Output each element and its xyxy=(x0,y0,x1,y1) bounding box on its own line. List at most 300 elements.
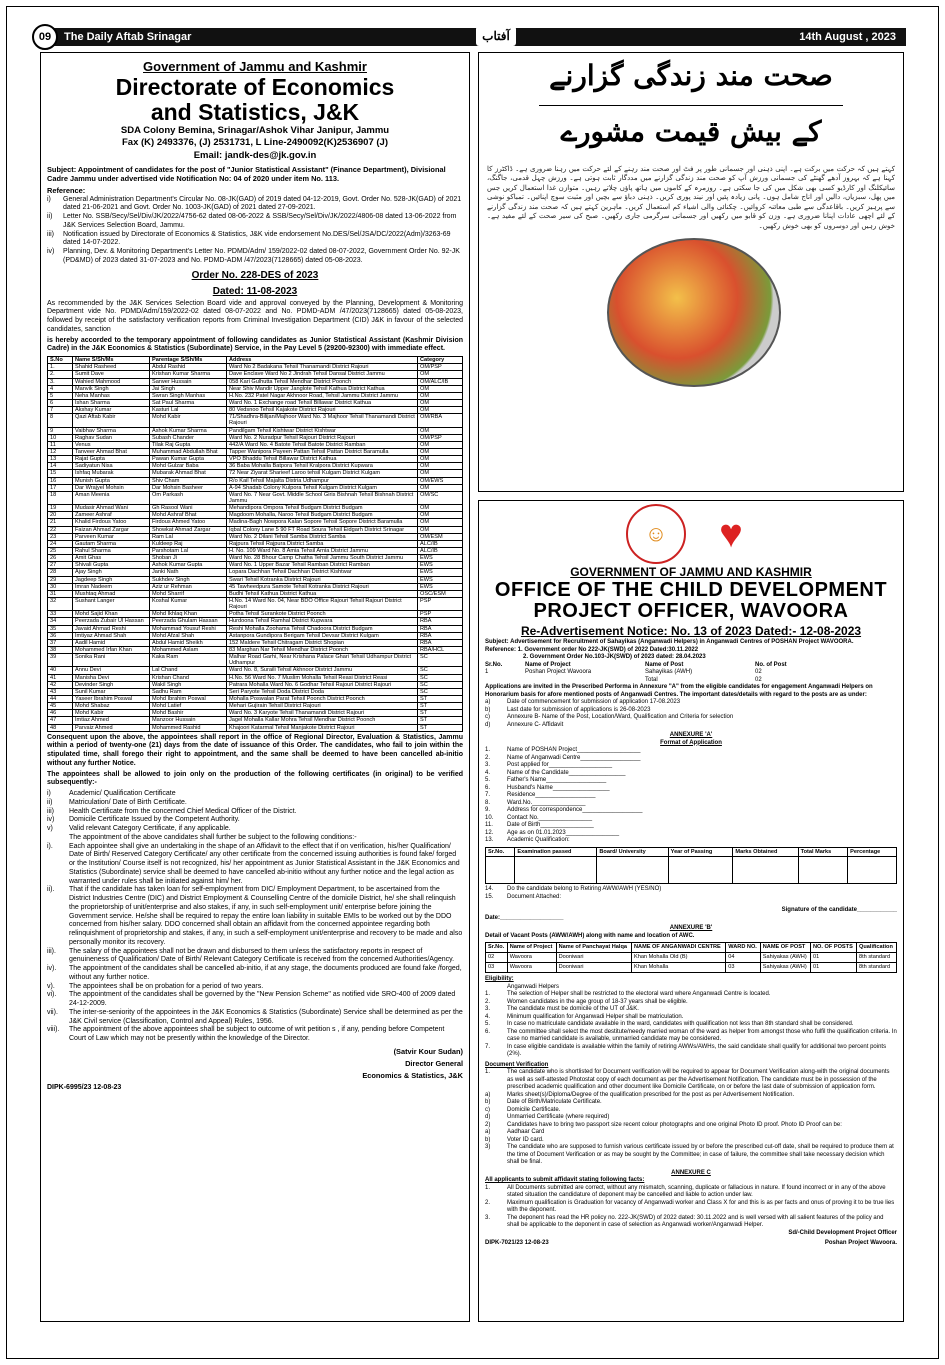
table-cell: Showkat Ahmad Zargar xyxy=(150,526,227,533)
table-row xyxy=(48,371,463,378)
table-cell: SC xyxy=(418,667,463,674)
table-row xyxy=(48,625,463,632)
table-cell: 39 xyxy=(48,654,73,667)
cdpo-title-line1: OFFICE OF THE CHILD DEVELOPMENT xyxy=(494,579,888,601)
list-item: 6. The committee shall select the most destitute/needy married woman of the ward as helper from amongst those who fulfil the qualification criteria. In case no married candidate is available, unmarried candidate may be considered. xyxy=(485,1028,897,1043)
annexure-a-heading: ANNEXURE 'A' xyxy=(669,732,713,738)
table-cell: Mohd Gulzar Baba xyxy=(150,463,227,470)
table-cell: 42 xyxy=(48,681,73,688)
table-cell: Swari Tehsil Kotranka District Rajouri xyxy=(227,576,418,583)
table-cell: Mushtaq Ahmad xyxy=(73,590,150,597)
table-cell: Gautam Sharma xyxy=(73,540,150,547)
list-item: 2. Maximum qualification is Graduation for vacancy of Anganwadi worker and Class X for and this is as per facts and onus of proving it to be true lies with the deponent. xyxy=(485,1199,895,1214)
table-cell: Rahul Sharma xyxy=(73,547,150,554)
date-line: Date:___________________ xyxy=(485,914,564,921)
table-cell: Sarwer Hussain xyxy=(150,378,227,385)
table-cell: RBA/HCL xyxy=(418,646,463,653)
table-cell: H. No. 109 Ward No. 8 Amia Tehsil Arnia District Jammu xyxy=(227,547,418,554)
table-cell: R/o Kail Tehsil Majalta Distria Udhampur xyxy=(227,477,418,484)
table-cell: Ward No. 2 Nuradpur Tehsil Rajouri District Rajouri xyxy=(227,434,418,441)
table-row xyxy=(48,703,463,710)
table-cell: Ward No. 3 Karyote Tehsil Thanamandi District Rajouri xyxy=(227,710,418,717)
table-cell: Rajat Gupta xyxy=(73,456,150,463)
table-cell: Kasturi Lal xyxy=(150,407,227,414)
table-cell: Manisha Devi xyxy=(73,674,150,681)
table-cell: ST xyxy=(418,710,463,717)
table-row xyxy=(48,639,463,646)
table-row xyxy=(48,477,463,484)
table-cell: OM xyxy=(418,385,463,392)
table-cell: 12 xyxy=(48,449,73,456)
table-cell: 36 xyxy=(48,632,73,639)
table-cell: 9 xyxy=(48,427,73,434)
table-cell: Parveen Kumar xyxy=(73,533,150,540)
table-row xyxy=(48,681,463,688)
cdpo-dipk-number: DIPK-7021/23 12-08-23 xyxy=(485,1240,549,1247)
table-cell: Aziz ur Rehman xyxy=(150,583,227,590)
table-row xyxy=(48,562,463,569)
table-cell: Astanpora Gundipora Berigam Tehsil Devsar District Kulgam xyxy=(227,632,418,639)
cdpo-advertisement xyxy=(478,500,904,1322)
table-cell: 80 Vedsnoo Tehsil Kajakote District Rajouri xyxy=(227,407,418,414)
table-cell: 22 xyxy=(48,526,73,533)
table-cell: Shiv Cham xyxy=(150,477,227,484)
application-field: 14. Do the candidate belong to Retiring AWW/AWH (YES/NO) xyxy=(485,886,662,893)
table-row xyxy=(48,526,463,533)
table-row xyxy=(48,555,463,562)
table-cell: Swran Singh Manhas xyxy=(150,392,227,399)
table-cell: Ram Lal xyxy=(150,533,227,540)
table-cell: 152 Maldere Tehsil Chitragam District Shopian xyxy=(227,639,418,646)
certificate-item: v) Valid relevant Category Certificate, if any applicable. xyxy=(47,825,231,833)
table-cell: Vaibhav Sharma xyxy=(73,427,150,434)
health-article xyxy=(478,52,904,492)
date-item: b) Last date for submission of applications is 26-08-2023 xyxy=(485,706,651,713)
table-cell: 1. xyxy=(48,364,73,371)
table-cell: 35 xyxy=(48,625,73,632)
affidavit-heading: All applicants to submit affidavit stating following facts: xyxy=(485,1177,645,1184)
reference-item: i) General Administration Department's Circular No. 08-JK(GAD) of 2019 dated 04-12-2019, Govt. Order No. 528-JK(GAD) of 2021 dated 21-06-2021 and Govt. Order No. 1003-JK(GAD) of 2021 dated 27-09-2021. xyxy=(47,195,462,212)
list-item: 13. Academic Qualification: xyxy=(485,837,570,843)
table-cell: Sushant Langer xyxy=(73,597,150,610)
table-cell: OM xyxy=(418,456,463,463)
list-item: 5. Father's Name__________________ xyxy=(485,777,607,783)
table-cell: 40 xyxy=(48,667,73,674)
table-cell: 11 xyxy=(48,441,73,448)
list-item: 11. Date of Birth________________ xyxy=(485,822,594,828)
table-cell: EWS xyxy=(418,562,463,569)
table-row xyxy=(48,540,463,547)
table-cell: Wakil Singh xyxy=(150,681,227,688)
list-item: 7. In case eligible candidate is available within the family of retiring AWWs/AWHs, the said candidate shall qualify for additional two percent points (2%). xyxy=(485,1043,887,1058)
table-row xyxy=(48,717,463,724)
table-cell: Javaid Ahmad Reshi xyxy=(73,625,150,632)
posts-row: 1 Poshan Project Wavoora Sahayikas (AWH) 02 xyxy=(485,669,762,675)
table-cell: OM xyxy=(418,526,463,533)
table-cell: Patrara Mohalla Ward No. 6 Godhar Tehsil Rajouri District Rajouri xyxy=(227,681,418,688)
col-header: Category xyxy=(418,357,463,364)
table-cell: 48 xyxy=(48,724,73,731)
table-cell: Qazi Aftab Kabir xyxy=(73,414,150,427)
document-verification-heading: Document Verification xyxy=(485,1061,549,1068)
cdpo-notice-number: Re-Advertisement Notice: No. 13 of 2023 Dated:- 12-08-2023 xyxy=(520,624,862,638)
table-cell: Yaseer Ibrahim Poswal xyxy=(73,695,150,702)
table-cell: PSP xyxy=(418,597,463,610)
table-cell: Shivali Gupta xyxy=(73,562,150,569)
table-cell: Mohd Sajid Khan xyxy=(73,611,150,618)
table-row xyxy=(48,688,463,695)
application-fields xyxy=(485,747,897,845)
table-cell: Potha Tehsil Surankote District Poonch xyxy=(227,611,418,618)
des-reference-label: Reference: xyxy=(47,186,86,196)
table-cell: OM xyxy=(418,463,463,470)
table-cell: 17 xyxy=(48,484,73,491)
table-cell: Venus xyxy=(73,441,150,448)
list-item: 2. Name of Anganwadi Centre__________________ xyxy=(485,754,641,761)
table-cell: Mohammed Aslam xyxy=(150,646,227,653)
table-cell: Neha Manhas xyxy=(73,392,150,399)
table-cell: OM xyxy=(418,371,463,378)
table-cell: Janki Nath xyxy=(150,569,227,576)
vacancy-table xyxy=(485,942,897,973)
list-item: 4. Name of the Candidate_________________ xyxy=(485,769,626,776)
cdpo-reference: Reference: 1. Government order No 222-JK(SWD) of 2022 Dated:30.11.2022 xyxy=(485,646,699,653)
des-address: SDA Colony Bemina, Srinagar/Ashok Vihar Janipur, Jammu xyxy=(120,124,390,136)
posts-total-row: Total 02 xyxy=(645,676,762,683)
table-cell: 058 Kari Gulhutta Tehsil Mendhar District Poonch xyxy=(227,378,418,385)
qualification-table xyxy=(485,847,897,885)
health-title-line1: صحت مند زندگی گزارنے xyxy=(549,59,833,92)
healthy-food-image xyxy=(607,238,781,387)
table-cell: ST xyxy=(418,703,463,710)
table-cell: Near Shiv Mandir Upper Janglote Tehsil Kathua District Kathua xyxy=(227,385,418,392)
table-cell: Krishan Kumar Sharma xyxy=(150,371,227,378)
table-cell: Ward No. 2 Dilani Tehsil Samba District Samba xyxy=(227,533,418,540)
table-cell: SC xyxy=(418,674,463,681)
table-cell: OM xyxy=(418,519,463,526)
table-row xyxy=(48,597,463,610)
table-cell: Mohalla Poswalan Parat Tehsil Poonch District Poonch xyxy=(227,695,418,702)
cdpo-subject: Subject: Advertisement for Recruitment of Sahayikas (Anganwadi Helpers) in Anganwadi Centres of POSHAN Project WAVOORA. xyxy=(485,639,854,645)
table-cell: OM/SC xyxy=(418,491,463,504)
table-cell: Imtiaz Ahmed xyxy=(73,717,150,724)
table-cell: Pawan Kumar Gupta xyxy=(150,456,227,463)
list-item: 9. Address for correspondence__________________ xyxy=(485,807,643,813)
table-cell: Gh Rasool Wani xyxy=(150,505,227,512)
eligibility-sub: Anganwadi Helpers xyxy=(507,983,560,990)
table-cell: Devinder Singh xyxy=(73,681,150,688)
table-row xyxy=(48,590,463,597)
table-cell: Imran Nadeem xyxy=(73,583,150,590)
des-appointment-order xyxy=(40,52,470,1322)
condition-item: i). Each appointee shall give an undertaking in the shape of an Affidavit to the effect that if on verification, his/her Qualification/ Date of Birth/ Reserved Category Certificate/ any other certificate from the concerned issuing authorities is found fake/ forged or the Institution/ Course itself is not recognized, his/ her appointment as Junior Statistical Assistant in the J&K Economics and Statistics (Subordinate) service shall be deemed to have cancelled ab-initio without any further notice and the legal action as warranted under rules shall be initiated against him/ her. xyxy=(47,842,460,885)
table-cell: Sadhu Ram xyxy=(150,688,227,695)
table-cell: 34 xyxy=(48,618,73,625)
col-header: Parentage S/Sh/Ms xyxy=(150,357,227,364)
table-cell: 4 xyxy=(48,385,73,392)
condition-item: iii). The salary of the appointees shall not be drawn and disbursed to them unless the satisfactory reports in respect of genuineness of Qualification/ Date of Birth/ Relevant Category Certificate is received from the concerned Authorities/Agency. xyxy=(47,947,455,964)
table-cell: Kaka Ram xyxy=(150,654,227,667)
table-cell: ST xyxy=(418,695,463,702)
table-cell: 36 Baba Mohalla Batpora Tehsil Kralpora District Kupwara xyxy=(227,463,418,470)
table-cell: 27 xyxy=(48,562,73,569)
table-cell: 16 xyxy=(48,477,73,484)
table-row xyxy=(48,505,463,512)
des-fax: Fax (K) 2493376, (J) 2531731, L Line-2490092(K)2536907 (J) xyxy=(122,137,388,149)
table-cell: 43 xyxy=(48,688,73,695)
table-cell: Dar Mohsin Basheer xyxy=(150,484,227,491)
table-cell: 83 Marghan Nar Tehsil Mendhar District Poonch xyxy=(227,646,418,653)
table-cell: Peerzada Zubair Ul Hassan xyxy=(73,618,150,625)
table-cell: Parshotam Lal xyxy=(150,547,227,554)
table-cell: Sunil Kumar xyxy=(73,688,150,695)
table-row xyxy=(48,576,463,583)
table-row xyxy=(48,695,463,702)
table-cell: 8 xyxy=(48,414,73,427)
table-row xyxy=(48,512,463,519)
table-row: 02 Wavoora Dooniwari Khan Mohalla Old (B) 04 Sahiyakas (AWH) 01 8th standard xyxy=(486,953,897,963)
table-cell: H.No. 56 Ward No. 7 Muslim Mohalla Tehsil Reasi District Reasi xyxy=(227,674,418,681)
table-cell: Madina-Bagh Nowpora Kalan Sopore Tehsil Sopore District Baramulla xyxy=(227,519,418,526)
table-cell: Lopara Dachhan Tehsil Dachhan District Kishtwar xyxy=(227,569,418,576)
des-paragraph: As recommended by the J&K Services Selection Board vide and approval conveyed by the Planning, Development & Monitoring Department vide No. PDMD/Adm/159/2022-02 dated 08-07-2022 and No. PDMD-ADM /47/2023(7128665) dated 05-08-2023, followed by receipt of the satisfactory verification reports from Criminal Investigation Department (CID) J&K in favour of the selected candidates, sanction xyxy=(47,299,463,333)
health-article-body: کہتے ہیں کہ حرکت میں برکت ہے۔ اپنی ذہنی اور جسمانی طور پر فٹ اور صحت مند رہنے کے لئے حرکت میں رہنا ضروری ہے۔ ڈاکٹرز کا کہنا ہے کہ بہروز آدھے گھنٹے کی جسمانی ورزش آپ کو صحت مند زندگی گزارنے میں مددگار ثابت ہوتی ہے۔ ورزش چہل قدمی، جاگنگ، سائیکلنگ اور کارڈیو کسی بھی شکل میں کی جا سکتی ہے۔ روزمرہ کے کاموں میں ہاتھ پاؤں چلاتے رہیں۔ متوازن غذا استعمال کریں جس میں پھل، سبزیاں، دالیں اور اناج شامل ہوں۔ پانی زیادہ پئیں اور نیند پوری کریں۔ ذہنی دباؤ سے بچیں اور مثبت سوچ اپنائیں۔ تمباکو نوشی سے پرہیز کریں۔ باقاعدگی سے طبی معائنہ کروائیں۔ چکنائی والی اشیاء کم استعمال کریں۔ ماہرین کہتے ہیں کہ صحت مند زندگی گزارنے کے لئے اچھی عادات اپنانا ضروری ہے۔ وزن کو قابو میں رکھیں اور جسمانی سرگرمی جاری رکھیں۔ صبح کی سیر صحت کے لئے مفید ہے۔ خوش رہیں اور دوسروں کو بھی خوش رکھیں۔ xyxy=(487,165,895,230)
table-cell: EWS xyxy=(418,583,463,590)
list-item: 2) Candidates have to bring two passport size recent colour photographs and one original Photo ID proof. Photo ID Proof can be: xyxy=(485,1121,842,1128)
table-row xyxy=(48,491,463,504)
table-row xyxy=(48,400,463,407)
annexure-c-heading: ANNEXURE C xyxy=(671,1169,711,1176)
table-cell: 7 xyxy=(48,407,73,414)
table-cell: Magdoom Mohalla, Naroo Tehsil Budgam District Budgam xyxy=(227,512,418,519)
table-cell: Mohd Ashraf Bhat xyxy=(150,512,227,519)
table-cell: 33 xyxy=(48,611,73,618)
table-cell: Subash Chander xyxy=(150,434,227,441)
date-item: d) Annexure C- Affidavit xyxy=(485,721,564,728)
table-cell: OM xyxy=(418,449,463,456)
table-row xyxy=(48,632,463,639)
table-cell: 19 xyxy=(48,505,73,512)
table-cell: EWS xyxy=(418,555,463,562)
table-cell: Mohd Shabaz xyxy=(73,703,150,710)
col-header: Address xyxy=(227,357,418,364)
table-row xyxy=(48,724,463,731)
table-cell: 28 xyxy=(48,569,73,576)
condition-item: vii). The inter-se-seniority of the appointees in the J&K Economics & Statistics (Subordinate) Service shall be determined as per the J&K Civil service (Classification, Control and Appeal) Rules, 1956. xyxy=(47,1008,463,1025)
table-cell: H.No. 14 Ward No. 04, Near BDO Office Rajouri Tehsil Rajouri District Rajouri xyxy=(227,597,418,610)
table-row xyxy=(48,533,463,540)
table-row xyxy=(48,385,463,392)
appointees-table-body xyxy=(48,364,463,731)
table-cell: 45 xyxy=(48,703,73,710)
table-cell: Hurdoona Tehsil Ramhal District Kupwara xyxy=(227,618,418,625)
table-cell: Mohd Kabir xyxy=(73,710,150,717)
table-cell: 31 xyxy=(48,590,73,597)
des-email: Email: jandk-des@jk.gov.in xyxy=(193,149,317,161)
table-cell: 41 xyxy=(48,674,73,681)
issue-date: 14th August , 2023 xyxy=(799,31,896,43)
table-cell: Imtiyaz Ahmad Shah xyxy=(73,632,150,639)
condition-item: viii). The appointment of the above appointees shall be subject to outcome of writ petition s , if any, pending before Competent Court of Law which may not be presently within the knowledge of the Director. xyxy=(47,1026,445,1043)
table-cell: 2. xyxy=(48,371,73,378)
table-cell: Peerzada Ghulam Hassan xyxy=(150,618,227,625)
table-cell: ST xyxy=(418,717,463,724)
cdpo-government-heading: GOVERNMENT OF JAMMU AND KASHMIR xyxy=(570,565,812,579)
newspaper-name: The Daily Aftab Srinagar xyxy=(64,31,192,43)
list-item: 10. Contact No.________________ xyxy=(485,814,593,821)
table-cell: Ward No. 7 Near Govt. Middle School Giris Bishnah Tehsil Bishnah District Jammu xyxy=(227,491,418,504)
table-cell: Aadil Hamid xyxy=(73,639,150,646)
table-cell: 25 xyxy=(48,547,73,554)
table-row xyxy=(48,484,463,491)
table-cell: Zameer Ashraf xyxy=(73,512,150,519)
table-cell: Jai Singh xyxy=(150,385,227,392)
posts-header-row: Sr.No. Name of Project Name of Post No. of Post xyxy=(485,661,787,668)
table-cell: 10 xyxy=(48,434,73,441)
table-cell: Mohd Sharrif xyxy=(150,590,227,597)
table-cell: Krishan Chand xyxy=(150,674,227,681)
table-cell: 13 xyxy=(48,456,73,463)
condition-item: v). The appointees shall be on probation for a period of two years. xyxy=(47,982,264,990)
table-row xyxy=(48,611,463,618)
annexure-b-heading: ANNEXURE 'B' xyxy=(669,925,713,932)
table-cell: Budhi Tehsil Kathua District Kathua xyxy=(227,590,418,597)
certificate-item: i) Academic/ Qualification Certificate xyxy=(47,790,176,798)
list-item: d) Unmarried Certificate (where required) xyxy=(485,1114,610,1121)
table-cell: Sat Paul Sharma xyxy=(150,400,227,407)
table-cell: OM xyxy=(418,470,463,477)
signatory-dept: Economics & Statistics, J&K xyxy=(362,1071,463,1081)
table-cell: 6 xyxy=(48,400,73,407)
table-cell: OM/RBA xyxy=(418,414,463,427)
condition-item: ii). That if the candidate has taken loan for self-employment from DIC/ Employment Department, to be ascertained from the District Industries Centre (DIC) and District Employment & Counselling Centre of the domicile District, he/ she shall relinquish the proprietorship of unit/enterprise and also stakes, if any, in such self-employment unit/ enterprise before joining the Government service. He/she shall be required to repay the entire loan liability in suitable EMIs to be worked out by the DDO concerned from his/her salary. DDO concerned shall obtain an affidavit from the concerned appointee regarding both relinquishment of proprietorship and stakes, if any, in such a self-employment unit/enterprise and recovery to be made and also personally monitor its recovery. xyxy=(47,886,463,946)
table-cell: 18 xyxy=(48,491,73,504)
eligibility-heading: Eligibility: xyxy=(485,976,514,983)
table-cell: Abdul Hamid Sheikh xyxy=(150,639,227,646)
table-cell: OM xyxy=(418,407,463,414)
table-cell: Ward No. 1 Exchange road Tehsil Billawar District Kathua xyxy=(227,400,418,407)
table-cell: Sadiyatun Nisa xyxy=(73,463,150,470)
table-row xyxy=(48,378,463,385)
table-row xyxy=(48,407,463,414)
table-cell: OM xyxy=(418,427,463,434)
list-item: a) Marks sheet(s)/Diploma/Degree of the qualification prescribed for the post as per Advertisement Notification. xyxy=(485,1091,795,1098)
list-item: b) Date of Birth/Matriculate Certificate. xyxy=(485,1099,602,1106)
list-item: 2. Women candidates in the age group of 18-37 years shall be eligible. xyxy=(485,998,688,1005)
list-item: 3) The candidate who are supposed to furnish various certificate issued by or before the prescribed cut-off date, shall be required to produce them at the time of Document Verification or as may be sought by the Committee; in case of failure, the committee shall take necessary decision which shall be final. xyxy=(485,1144,894,1166)
table-cell: EWS xyxy=(418,576,463,583)
table-cell: Manzoor Hussain xyxy=(150,717,227,724)
cdpo-logos xyxy=(485,505,897,563)
list-item: 1. Name of POSHAN Project___________________ xyxy=(485,747,641,753)
candidate-signature: Signature of the candidate____________ xyxy=(781,907,897,914)
des-order-date: Dated: 11-08-2023 xyxy=(212,285,298,297)
table-cell: Mehari Gujirain Tehsil District Rajouri xyxy=(227,703,418,710)
table-cell: 442/A Ward No. 4 Batote Tehsil Batote District Ramban xyxy=(227,441,418,448)
table-cell: H.No. 232 Patel Nagar Akhnoor Road, Tehsil Jammu District Jammu xyxy=(227,392,418,399)
affidavit-list xyxy=(485,1185,897,1230)
table-cell: 20 xyxy=(48,512,73,519)
table-cell: OM xyxy=(418,400,463,407)
des-subject: Subject: Appointment of candidates for the post of "Junior Statistical Assistant" (Finance Department), Divisional Cadre Jammu under advertised vide Notification No: 04 of 2020 under item No. 113. xyxy=(47,164,446,184)
table-cell: Mohammed Rashid xyxy=(150,724,227,731)
table-cell: Mohd Bashir xyxy=(150,710,227,717)
table-cell: Kuldeep Raj xyxy=(150,540,227,547)
eligibility-list xyxy=(485,991,897,1059)
table-row xyxy=(48,618,463,625)
table-cell: Parvaiz Ahmed xyxy=(73,724,150,731)
table-cell: Koshal Kumar xyxy=(150,597,227,610)
table-cell: Ishfaq Mubarak xyxy=(73,470,150,477)
table-cell: Pandilgam Tehsil Kishtwar District Kishtwar xyxy=(227,427,418,434)
table-header-row: Sr.No. Examination passed Board/ University Year of Passing Marks Obtained Total Marks Percentage xyxy=(486,847,897,857)
table-row xyxy=(48,667,463,674)
reference-item: iv) Planning, Dev. & Monitoring Department's Letter No. PDMD/Adm/ 159/2022-02 dated 08-07-2022, Government Order No. 92-JK (PD&MD) of 2023 dated 31-07-2023 and No. PDMD-ADM /47/2023(7128665) dated 05-08-2023. xyxy=(47,248,460,264)
table-cell: Ashok Kumar Gupta xyxy=(150,562,227,569)
table-cell: 15 xyxy=(48,470,73,477)
table-cell: Manvik Singh xyxy=(73,385,150,392)
table-cell: 46 xyxy=(48,710,73,717)
table-cell: 14 xyxy=(48,463,73,470)
table-header-row: Sr.No. Name of Project Name of Panchayat Halqa NAME OF ANGANWADI CENTRE WARD NO. NAME OF POST NO. OF POSTS Qualification xyxy=(486,943,897,953)
des-consequent: Consequent upon the above, the appointees shall report in the office of Regional Director, Evaluation & Statistics, Jammu within a period of twenty-one (21) days from the date of issuance of this Order. The candidates, who fail to join within the stipulated time, shall forego their right to appointment, and the same shall be deemed to have been cancelled ab-initio without any further Notice. xyxy=(47,733,463,767)
poshan-logo-icon: ☺ xyxy=(626,504,686,564)
list-item: 1. All Documents submitted are correct, without any mismatch, scanning, duplicate or fallacious in nature. If found incorrect or in any of the above stated situation the candidature of deponent may be cancelled and liable to action under law. xyxy=(485,1184,886,1199)
certificate-item: iv) Domicile Certificate Issued by the Competent Authority. xyxy=(47,816,240,824)
table-cell: Mohammed Irfan Khan xyxy=(73,646,150,653)
table-row xyxy=(48,364,463,371)
des-reference-list xyxy=(47,196,463,266)
table-cell: Tanveer Ahmad Bhat xyxy=(73,449,150,456)
table-cell: Khajoori Katarmal Tehsil Manjakote District Rajouri xyxy=(227,724,418,731)
des-title-line1: Directorate of Economics xyxy=(115,74,395,101)
table-cell: 3. xyxy=(48,378,73,385)
table-cell: Om Parkash xyxy=(150,491,227,504)
table-row xyxy=(48,427,463,434)
table-row xyxy=(48,569,463,576)
table-row xyxy=(48,674,463,681)
table-cell: SC xyxy=(418,681,463,688)
col-header: Name S/Sh/Ms xyxy=(73,357,150,364)
table-cell: OM/ESM xyxy=(418,533,463,540)
table-row xyxy=(48,441,463,448)
table-row xyxy=(48,547,463,554)
table-cell: EWS xyxy=(418,569,463,576)
table-cell: Aman Meenia xyxy=(73,491,150,504)
table-row xyxy=(48,583,463,590)
table-cell: PSP xyxy=(418,611,463,618)
table-cell: Seri Paryote Tehsil Doda District Doda xyxy=(227,688,418,695)
list-item: 1. The candidate who is shortlisted for Document verification will be required to appear for Document Verification along-with the original documents as well as self-attested Photostat copy of each document as per the Advertisement Notification. The candidate must be in possession of the prescribed academic qualification and other document like Domicile Certificate, on or before the last date of submission of application form. xyxy=(485,1069,890,1091)
table-cell: Jagel Mohalla Kallar Mohra Tehsil Mendhar District Poonch xyxy=(227,717,418,724)
appointees-table xyxy=(47,356,463,731)
table-cell: Muhammad Abdullah Bhat xyxy=(150,449,227,456)
table-cell: OM/ALC/IB xyxy=(418,378,463,385)
table-cell: 32 xyxy=(48,597,73,610)
des-government-heading: Government of Jammu and Kashmir xyxy=(143,59,367,74)
table-cell: Mohd Ibrahim Poswal xyxy=(150,695,227,702)
table-cell: Jagdeep Singh xyxy=(73,576,150,583)
icds-logo-icon: ♥ xyxy=(719,512,743,556)
table-cell: Mohd Ikhlaq Khan xyxy=(150,611,227,618)
list-item: 3. The candidate must be domicile of the UT of J&K. xyxy=(485,1006,639,1013)
list-item: 12. Age as on 01.01.2023________________ xyxy=(485,829,620,836)
table-row xyxy=(48,414,463,427)
table-cell: 45 Tawheedpura Samote Tehsil Kotranka District Rajouri xyxy=(227,583,418,590)
table-cell: Firdous Ahmed Yatoo xyxy=(150,519,227,526)
des-order-number: Order No. 228-DES of 2023 xyxy=(191,269,319,281)
table-cell: Ward No 2 Badakana Tehsil Thanamandi District Rajouri xyxy=(227,364,418,371)
